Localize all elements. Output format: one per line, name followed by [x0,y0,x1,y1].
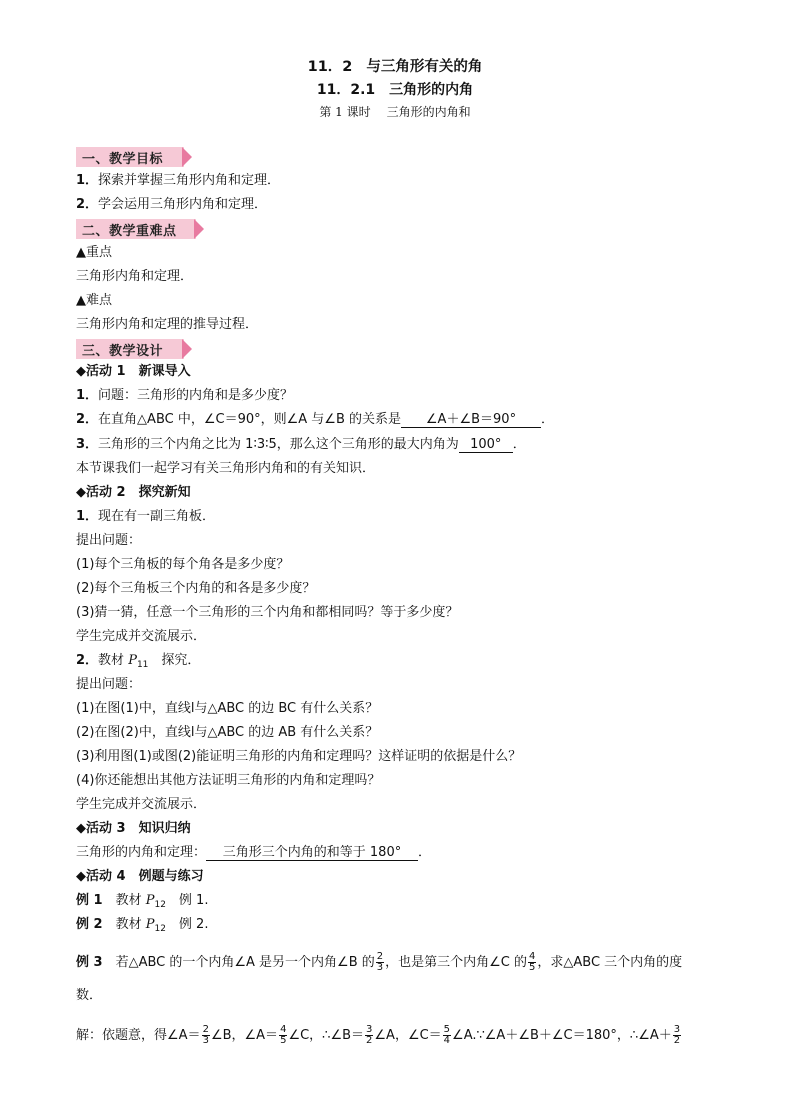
difficulty-heading: ▲难点 [76,293,112,308]
lesson-number: 第 1 课时 [319,105,371,119]
fraction: $\frac{2}{3}$ [376,951,384,973]
activity-1-question-2: 2．在直角△ABC 中，∠C＝90°，则∠A 与∠B 的关系是 ∠A＋∠B＝90° ． [76,412,555,427]
example-1: 例 1 教材 $P_{12}$ 例 1. [76,893,209,910]
banner-arrow-icon [194,219,204,239]
activity-1-question-1: 1．问题：三角形的内角和是多少度？ [76,388,294,403]
subsection-title-text: 三角形的内角 [389,82,474,98]
goal-item: 1．探索并掌握三角形内角和定理． [76,173,281,188]
fraction: $\frac{5}{4}$ [443,1024,451,1046]
activity-1-intro: 本节课我们一起学习有关三角形内角和的有关知识． [76,461,376,476]
raise-question-label: 提出问题： [76,677,142,692]
section-title [0,55,790,76]
example-3-continued: 数． [76,988,103,1003]
answer-blank: 三角形三个内角的和等于 180° [206,845,418,861]
section-number: 11．2 [307,59,353,75]
student-show: 学生完成并交流展示． [76,629,207,644]
activity-4-heading: ◆活动 4 例题与练习 [76,869,204,884]
activity-2-part-2: 2．教材 $P_{11}$ 探究． [76,653,201,670]
activity-1-question-3: 3．三角形的三个内角之比为 1∶3∶5，那么这个三角形的最大内角为 100° ． [76,437,526,452]
fraction: $\frac{2}{3}$ [202,1024,209,1046]
question-item: (2)在图(2)中，直线l与△ABC 的边 AB 有什么关系？ [76,725,379,740]
fraction: $\frac{3}{2}$ [366,1024,373,1046]
banner-key-difficult-points [76,219,192,239]
section-title-text: 与三角形有关的角 [366,59,483,75]
banner-arrow-icon [182,147,192,167]
question-item: (3)猜一猜，任意一个三角形的三个内角和都相同吗？等于多少度？ [76,605,459,620]
banner-label: 三、教学设计 [82,344,164,359]
student-show: 学生完成并交流展示． [76,797,207,812]
banner-arrow-icon [182,339,192,359]
fraction: $\frac{3}{2}$ [673,1024,681,1046]
lesson-title-text: 三角形的内角和 [386,105,471,119]
example-3: 例 3 若△ABC 的一个内角∠A 是另一个内角∠B 的 $\frac{2}{3}$ ，也是第三个内角∠C 的 $\frac{4}{5}$ ，求△ABC 三个内角的度 [76,951,683,973]
activity-2-part-1: 1．现在有一副三角板． [76,509,216,524]
banner-teaching-design [76,339,192,359]
question-item: (1)每个三角板的每个角各是多少度？ [76,557,290,572]
question-item: (4)你还能想出其他方法证明三角形的内角和定理吗？ [76,773,381,788]
question-item: (2)每个三角板三个内角的和各是多少度？ [76,581,316,596]
focus-heading: ▲重点 [76,245,112,260]
activity-1-heading: ◆活动 1 新课导入 [76,364,191,379]
fraction: $\frac{4}{5}$ [529,951,536,973]
banner-teaching-goals [76,147,192,167]
question-item: (3)利用图(1)或图(2)能证明三角形的内角和定理吗？这样证明的依据是什么？ [76,749,522,764]
theorem-statement: 三角形的内角和定理： 三角形三个内角的和等于 180° ． [76,845,432,860]
activity-3-heading: ◆活动 3 知识归纳 [76,821,191,836]
example-2: 例 2 教材 $P_{12}$ 例 2. [76,917,209,934]
fraction: $\frac{4}{5}$ [280,1024,287,1046]
raise-question-label: 提出问题： [76,533,142,548]
subsection-number: 11．2.1 [316,82,376,98]
question-item: (1)在图(1)中，直线l与△ABC 的边 BC 有什么关系？ [76,701,379,716]
activity-2-heading: ◆活动 2 探究新知 [76,485,191,500]
subsection-title [0,79,790,99]
focus-text: 三角形内角和定理． [76,269,194,284]
difficulty-text: 三角形内角和定理的推导过程． [76,317,259,332]
goal-item: 2．学会运用三角形内角和定理． [76,197,268,212]
answer-blank: 100° [459,437,513,453]
answer-blank: ∠A＋∠B＝90° [401,412,541,428]
example-3-solution: 解：依题意，得∠A＝ $\frac{2}{3}$ ∠B，∠A＝ $\frac{4}{5}$ ∠C，∴∠B＝ $\frac{3}{2}$ ∠A，∠C＝ $\frac{5}{4}$ ∠A.∵∠A＋∠B＋∠C＝180°，∴∠A＋ $\frac{3}{2}$ [76,1024,681,1046]
banner-label: 二、教学重难点 [82,224,177,239]
banner-label: 一、教学目标 [82,152,164,167]
lesson-title [0,103,790,120]
